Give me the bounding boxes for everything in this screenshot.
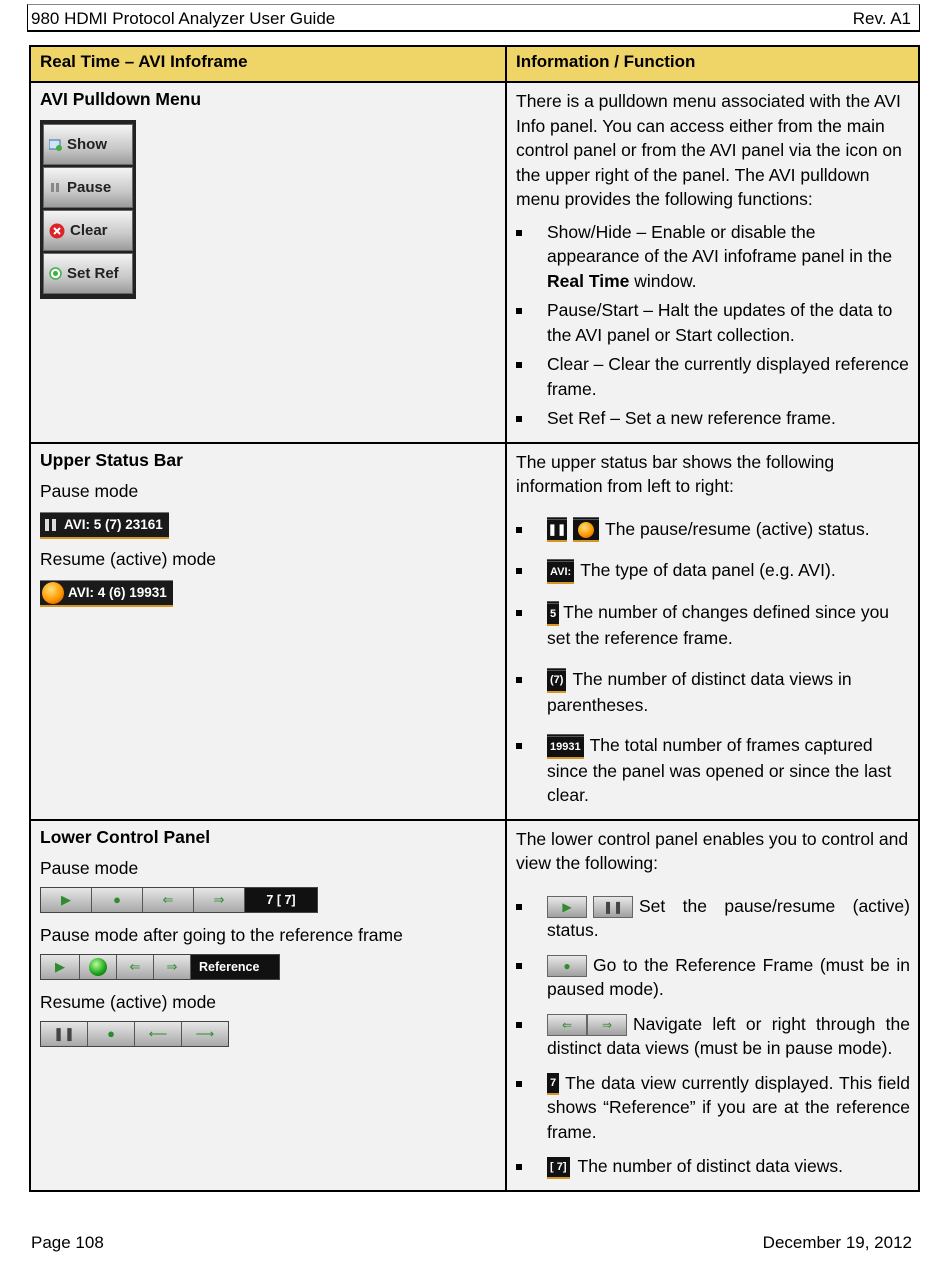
control-panel-reference	[40, 954, 280, 980]
cell-status-bar	[30, 443, 506, 820]
play-button[interactable]	[41, 955, 80, 979]
reference-icon: ●	[113, 892, 121, 908]
reference-button[interactable]	[80, 955, 117, 979]
pause-icon: ❚❚	[53, 1025, 75, 1041]
status-list	[516, 517, 910, 808]
row-title: Upper Status Bar	[40, 449, 183, 470]
active-orb-icon	[42, 582, 64, 604]
menu-item-label: Pause	[67, 179, 112, 196]
list-item: 5 The number of changes defined since you set the reference frame.	[516, 600, 910, 650]
right-arrow-icon: ⇒	[166, 958, 178, 974]
table-row	[30, 82, 919, 443]
right-arrow-icon: ⇒	[213, 891, 225, 907]
publish-date: December 19, 2012	[762, 1233, 912, 1252]
left-arrow-icon: ⟵	[148, 1025, 168, 1041]
menu-item-set-ref[interactable]	[43, 253, 133, 294]
reference-button[interactable]	[92, 888, 143, 912]
list-item: Pause/Start – Halt the updates of the data to the AVI panel or Start collection.	[516, 298, 910, 347]
cell-control-panel	[30, 820, 506, 1191]
left-button[interactable]	[117, 955, 154, 979]
frames-total-icon: 19931	[547, 734, 584, 759]
control-panel-pause	[40, 887, 318, 913]
infoframe-table	[29, 45, 920, 1192]
cell-pulldown-description	[506, 82, 919, 443]
pause-icon: ❚❚	[547, 517, 567, 542]
avi-type-icon: AVI:	[547, 559, 574, 584]
control-panel-resume	[40, 1021, 229, 1047]
set-ref-icon	[49, 267, 62, 280]
list-item: ⇐ ⇒ Navigate left or right through the distinct data views (must be in pause mode).	[516, 1012, 910, 1061]
reference-icon	[89, 958, 107, 976]
left-button[interactable]	[135, 1022, 182, 1046]
cell-control-description	[506, 820, 919, 1191]
list-item: [ 7] The number of distinct data views.	[516, 1154, 910, 1179]
reference-icon: ●	[107, 1026, 115, 1042]
list-item: 19931 The total number of frames captured since the panel was opened or since the last clear.	[516, 733, 910, 808]
list-item: AVI: The type of data panel (e.g. AVI).	[516, 558, 910, 584]
menu-item-clear[interactable]	[43, 210, 133, 251]
menu-item-label: Set Ref	[67, 265, 119, 282]
document-title: 980 HDMI Protocol Analyzer User Guide	[31, 9, 336, 28]
play-icon: ▶	[55, 958, 65, 974]
left-button[interactable]	[143, 888, 194, 912]
cell-pulldown-menu	[30, 82, 506, 443]
column-header-infoframe: Real Time – AVI Infoframe	[30, 46, 506, 82]
right-button[interactable]	[182, 1022, 228, 1046]
right-arrow-icon: ⟶	[195, 1025, 215, 1041]
real-time-term: Real Time	[547, 270, 630, 291]
list-item: Set Ref – Set a new reference frame.	[516, 406, 910, 431]
intro-text: The lower control panel enables you to control and view the following:	[516, 828, 909, 874]
left-arrow-icon: ⇐	[129, 958, 141, 974]
menu-item-pause[interactable]	[43, 167, 133, 208]
list-item: Clear – Clear the currently displayed reference frame.	[516, 352, 910, 401]
mode-label: Pause mode	[40, 480, 139, 501]
mode-label: Resume (active) mode	[40, 548, 217, 569]
mode-label: Resume (active) mode	[40, 991, 217, 1012]
right-button[interactable]	[154, 955, 191, 979]
intro-text: The upper status bar shows the following information from left to right:	[516, 451, 835, 496]
revision-label: Rev. A1	[852, 9, 911, 28]
control-list	[516, 894, 910, 1179]
menu-item-show[interactable]	[43, 124, 133, 165]
row-title: Lower Control Panel	[40, 826, 211, 847]
active-orb-icon	[573, 517, 599, 542]
pause-icon	[44, 518, 58, 532]
reference-icon: ●	[547, 955, 587, 977]
function-list	[516, 220, 910, 431]
view-display: Reference	[191, 955, 279, 979]
mode-label: Pause mode	[40, 857, 139, 878]
right-arrow-icon: ⇒	[587, 1014, 627, 1036]
menu-item-label: Show	[67, 136, 107, 153]
right-button[interactable]	[194, 888, 245, 912]
show-icon	[49, 138, 62, 151]
status-bar-pause	[40, 512, 169, 539]
column-header-function: Information / Function	[506, 46, 919, 82]
status-text: AVI: 5 (7) 23161	[64, 517, 163, 532]
play-button[interactable]	[41, 888, 92, 912]
intro-text: There is a pulldown menu associated with the AVI Info panel. You can access either from the main control panel or from the AVI panel via the icon on the upper right of the panel. The AVI pulldown menu provides the following functions:	[516, 91, 902, 209]
mode-label: Pause mode after going to the reference frame	[40, 924, 403, 945]
table-row	[30, 443, 919, 820]
play-icon: ▶	[61, 891, 71, 907]
play-icon: ▶	[547, 896, 587, 918]
avi-pulldown-menu	[40, 120, 136, 299]
reference-button[interactable]	[88, 1022, 135, 1046]
status-bar-resume	[40, 580, 173, 607]
list-item: ❚❚ The pause/resume (active) status.	[516, 517, 910, 543]
view-number-icon: 7	[547, 1073, 559, 1095]
page-header	[27, 4, 920, 32]
list-item: 7 The data view currently displayed. This field shows “Reference” if you are at the reference frame.	[516, 1071, 910, 1145]
row-title: AVI Pulldown Menu	[40, 89, 202, 109]
view-display: 7 [ 7]	[245, 888, 317, 912]
pause-icon	[49, 181, 62, 194]
pause-icon: ❚❚	[593, 896, 633, 918]
cell-status-description	[506, 443, 919, 820]
list-item: Show/Hide – Enable or disable the appearance of the AVI infoframe panel in the Real Time window.	[516, 220, 910, 294]
list-item: (7) The number of distinct data views in parentheses.	[516, 667, 910, 717]
menu-item-label: Clear	[70, 222, 108, 239]
clear-icon	[49, 223, 65, 239]
status-text: AVI: 4 (6) 19931	[68, 585, 167, 600]
list-item: ▶ ❚❚ Set the pause/resume (active) status.	[516, 894, 910, 943]
page-number: Page 108	[31, 1233, 104, 1252]
views-count-icon: [ 7]	[547, 1157, 570, 1179]
left-arrow-icon: ⇐	[162, 891, 174, 907]
list-item: ● Go to the Reference Frame (must be in paused mode).	[516, 953, 910, 1002]
changes-count-icon: 5	[547, 601, 559, 626]
pause-button[interactable]	[41, 1022, 88, 1046]
views-count-icon: (7)	[547, 668, 566, 693]
left-arrow-icon: ⇐	[547, 1014, 587, 1036]
table-row	[30, 820, 919, 1191]
